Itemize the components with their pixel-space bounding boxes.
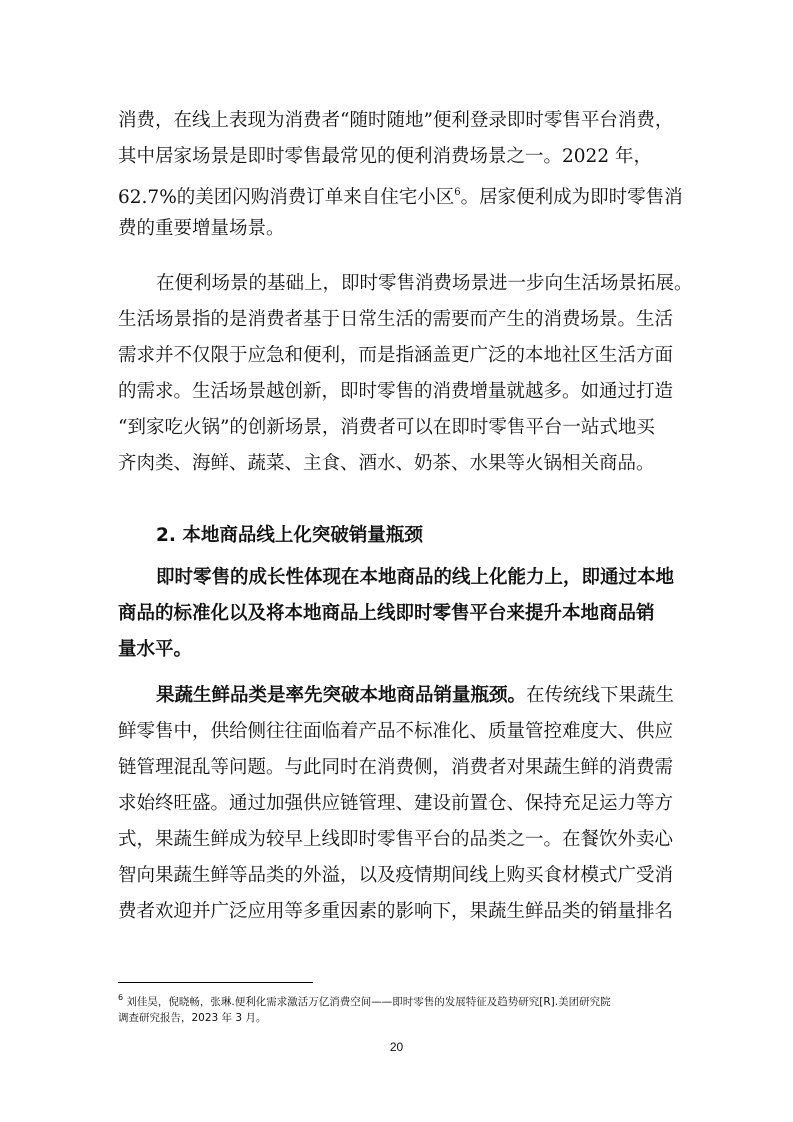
paragraph-line: 即时零售的成长性体现在本地商品的线上化能力上，即通过本地 <box>156 567 675 588</box>
footnote-mark: 6 <box>118 993 124 1002</box>
paragraph-line: 在便利场景的基础上，即时零售消费场景进一步向生活场景拓展。 <box>156 273 693 294</box>
paragraph-line: 式，果蔬生鲜成为较早上线即时零售平台的品类之一。在餐饮外卖心 <box>118 829 674 850</box>
footnote-reference[interactable]: 6 <box>454 187 461 198</box>
heading-text: 2. 本地商品线上化突破销量瓶颈 <box>156 525 423 546</box>
paragraph-line: 费者欢迎并广泛应用等多重因素的影响下，果蔬生鲜品类的销量排名 <box>118 901 674 922</box>
footnote-text: 刘佳昊，倪晓畅，张琳.便利化需求激活万亿消费空间——即时零售的发展特征及趋势研究[R].美团研究院 <box>123 996 611 1008</box>
footnote-line: 调查研究报告，2023 年 3 月。 <box>118 1012 267 1024</box>
paragraph-line: 的需求。生活场景越创新，即时零售的消费增量就越多。如通过打造 <box>118 381 674 402</box>
paragraph-line: 量水平。 <box>118 639 193 660</box>
footnote <box>118 990 698 1026</box>
paragraph-line: 链管理混乱等问题。与此同时在消费侧，消费者对果蔬生鲜的消费需 <box>118 757 674 778</box>
paragraph-1 <box>118 103 688 247</box>
footnote-line <box>118 990 698 1010</box>
paragraph-line: “到家吃火锅”的创新场景，消费者可以在即时零售平台一站式地买 <box>118 417 655 438</box>
paragraph-text: 62.7%的美团闪购消费订单来自住宅小区 <box>118 187 455 208</box>
page-number: 20 <box>389 1040 404 1054</box>
paragraph-line: 求始终旺盛。通过加强供应链管理、建设前置仓、保持充足运力等方 <box>118 793 674 814</box>
paragraph-line: 需求并不仅限于应急和便利，而是指涵盖更广泛的本地社区生活方面 <box>118 345 674 366</box>
paragraph-line: 生活场景指的是消费者基于日常生活的需要而产生的消费场景。生活 <box>118 309 674 330</box>
paragraph-line: 其中居家场景是即时零售最常见的便利消费场景之一。2022 年， <box>118 146 652 167</box>
paragraph-line: 齐肉类、海鲜、蔬菜、主食、酒水、奶茶、水果等火锅相关商品。 <box>118 453 655 474</box>
section-heading <box>118 518 688 554</box>
paragraph-line: 消费，在线上表现为消费者“随时随地”便利登录即时零售平台消费， <box>118 110 674 131</box>
paragraph-line <box>118 175 688 211</box>
paragraph-2 <box>118 266 693 482</box>
paragraph-text: 。居家便利成为即时零售消 <box>460 187 683 208</box>
paragraph-4 <box>118 678 688 930</box>
paragraph-text: 在传统线下果蔬生 <box>526 685 675 706</box>
paragraph-lead-bold: 果蔬生鲜品类是率先突破本地商品销量瓶颈。 <box>156 685 527 706</box>
footnote-divider <box>118 982 313 983</box>
paragraph-line: 鲜零售中，供给侧往往面临着产品不标准化、质量管控难度大、供应 <box>118 721 674 742</box>
paragraph-3 <box>118 560 688 668</box>
paragraph-line <box>118 678 688 714</box>
paragraph-line: 费的重要增量场景。 <box>118 218 285 239</box>
paragraph-line: 商品的标准化以及将本地商品上线即时零售平台来提升本地商品销 <box>118 603 655 624</box>
paragraph-line: 智向果蔬生鲜等品类的外溢，以及疫情期间线上购买食材模式广受消 <box>118 865 674 886</box>
